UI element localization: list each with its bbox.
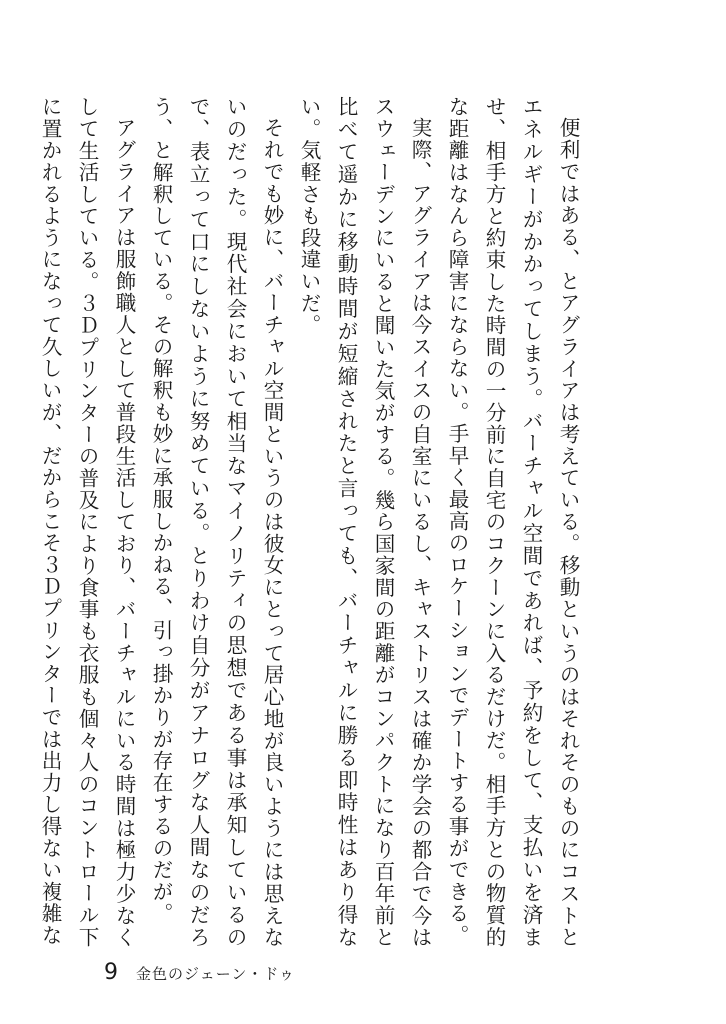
paragraph-1: 便利ではある、とアグライアは考えている。移動というのはそれそのものにコストとエネルギーがかかってしまう。バーチャル空間であれば、予約をして、支払いを済ませ、相手方と約束した時間の一分前に自宅のコクーンに入るだけだ。相手方との物質的な距離はなんら障害にならない。手早く最高のロケーションでデートする事ができる。 (445, 96, 580, 948)
paragraph-3: それでも妙に、バーチャル空間というのは彼女にとって居心地が良いようには思えないのだった。現代社会において相当なマイノリティの思想である事は承知しているので、表立って口にしないように努めている。とりわけ自分がアナログな人間なのだろう、と解釈している。その解釈も妙に承服しかねる、引っ掛かりが存在するのだが。 (149, 96, 284, 948)
paragraph-4: アグライアは服飾職人として普段生活しており、バーチャルにいる時間は極力少なくして生活している。３Ｄプリンターの普及により食事も衣服も個々人のコントロール下に置かれるようになって久しいが、だからこそ３Ｄプリンターでは出力し得ない複雑な (38, 96, 136, 948)
running-title: 金色のジェーン・ドゥ (136, 965, 296, 983)
page-number: 9 (104, 960, 118, 985)
paragraph-2: 実際、アグライアは今スイスの自室にいるし、キャストリスは確か学会の都合で今はスウェーデンにいると聞いた気がする。幾ら国家間の距離がコンパクトになり百年前と比べて遥かに移動時間が短縮されたと言っても、バーチャルに勝る即時性はあり得ない。気軽さも段違いだ。 (297, 96, 432, 948)
vertical-body-text (38, 96, 586, 948)
page-footer (104, 960, 295, 990)
